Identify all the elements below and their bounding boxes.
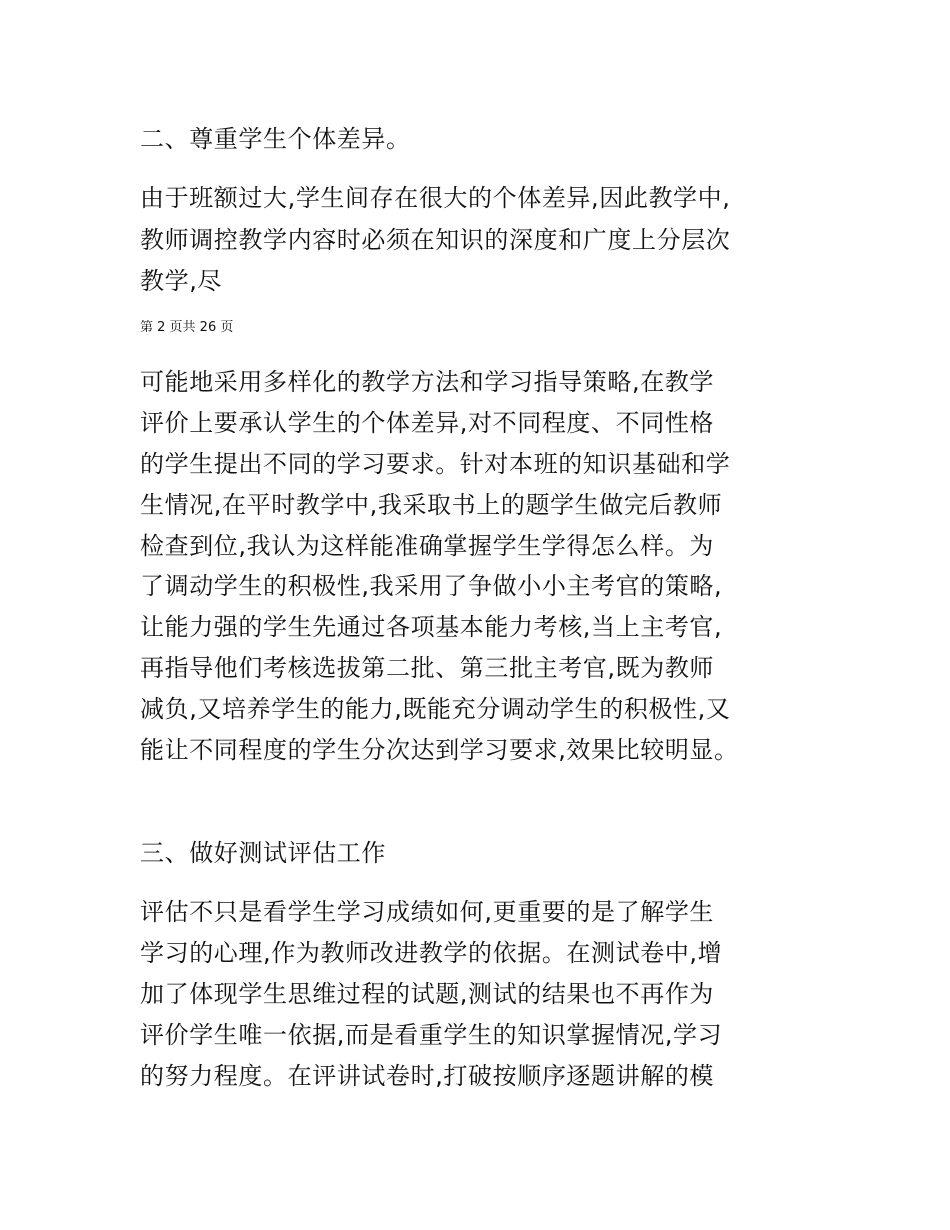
section-3-para-line: 加了体现学生思维过程的试题,测试的结果也不再作为 [140, 980, 715, 1008]
continued-para-line: 评价上要承认学生的个体差异,对不同程度、不同性格 [140, 409, 715, 437]
section-2-para-line: 教师调控教学内容时必须在知识的深度和广度上分层次 [140, 226, 731, 254]
section-2-para-line: 由于班额过大,学生间存在很大的个体差异,因此教学中, [140, 184, 731, 212]
continued-para-line: 可能地采用多样化的教学方法和学习指导策略,在教学 [140, 368, 715, 396]
section-3-para-line: 评价学生唯一依据,而是看重学生的知识掌握情况,学习 [140, 1021, 723, 1049]
continued-para-line: 让能力强的学生先通过各项基本能力考核,当上主考官, [140, 613, 723, 641]
continued-para-line: 生情况,在平时教学中,我采取书上的题学生做完后教师 [140, 491, 723, 519]
continued-para-line: 再指导他们考核选拔第二批、第三批主考官,既为教师 [140, 654, 715, 682]
continued-para-line: 的学生提出不同的学习要求。针对本班的知识基础和学 [140, 450, 731, 478]
section-2-heading: 二、尊重学生个体差异。 [140, 125, 411, 153]
section-3-para-line: 学习的心理,作为教师改进教学的依据。在测试卷中,增 [140, 939, 723, 967]
continued-para-line: 能让不同程度的学生分次达到学习要求,效果比较明显。 [140, 736, 739, 764]
section-3-para-line: 评估不只是看学生学习成绩如何,更重要的是了解学生 [140, 898, 715, 926]
section-3-para-line: 的努力程度。在评讲试卷时,打破按顺序逐题讲解的模 [140, 1062, 715, 1090]
continued-para-line: 检查到位,我认为这样能准确掌握学生学得怎么样。为 [140, 532, 715, 560]
continued-para-line: 了调动学生的积极性,我采用了争做小小主考官的策略, [140, 572, 723, 600]
page-footer: 第 2 页共 26 页 [140, 320, 234, 335]
section-2-para-line: 教学,尽 [140, 267, 223, 295]
section-3-heading: 三、做好测试评估工作 [140, 839, 386, 867]
continued-para-line: 减负,又培养学生的能力,既能充分调动学生的积极性,又 [140, 695, 731, 723]
